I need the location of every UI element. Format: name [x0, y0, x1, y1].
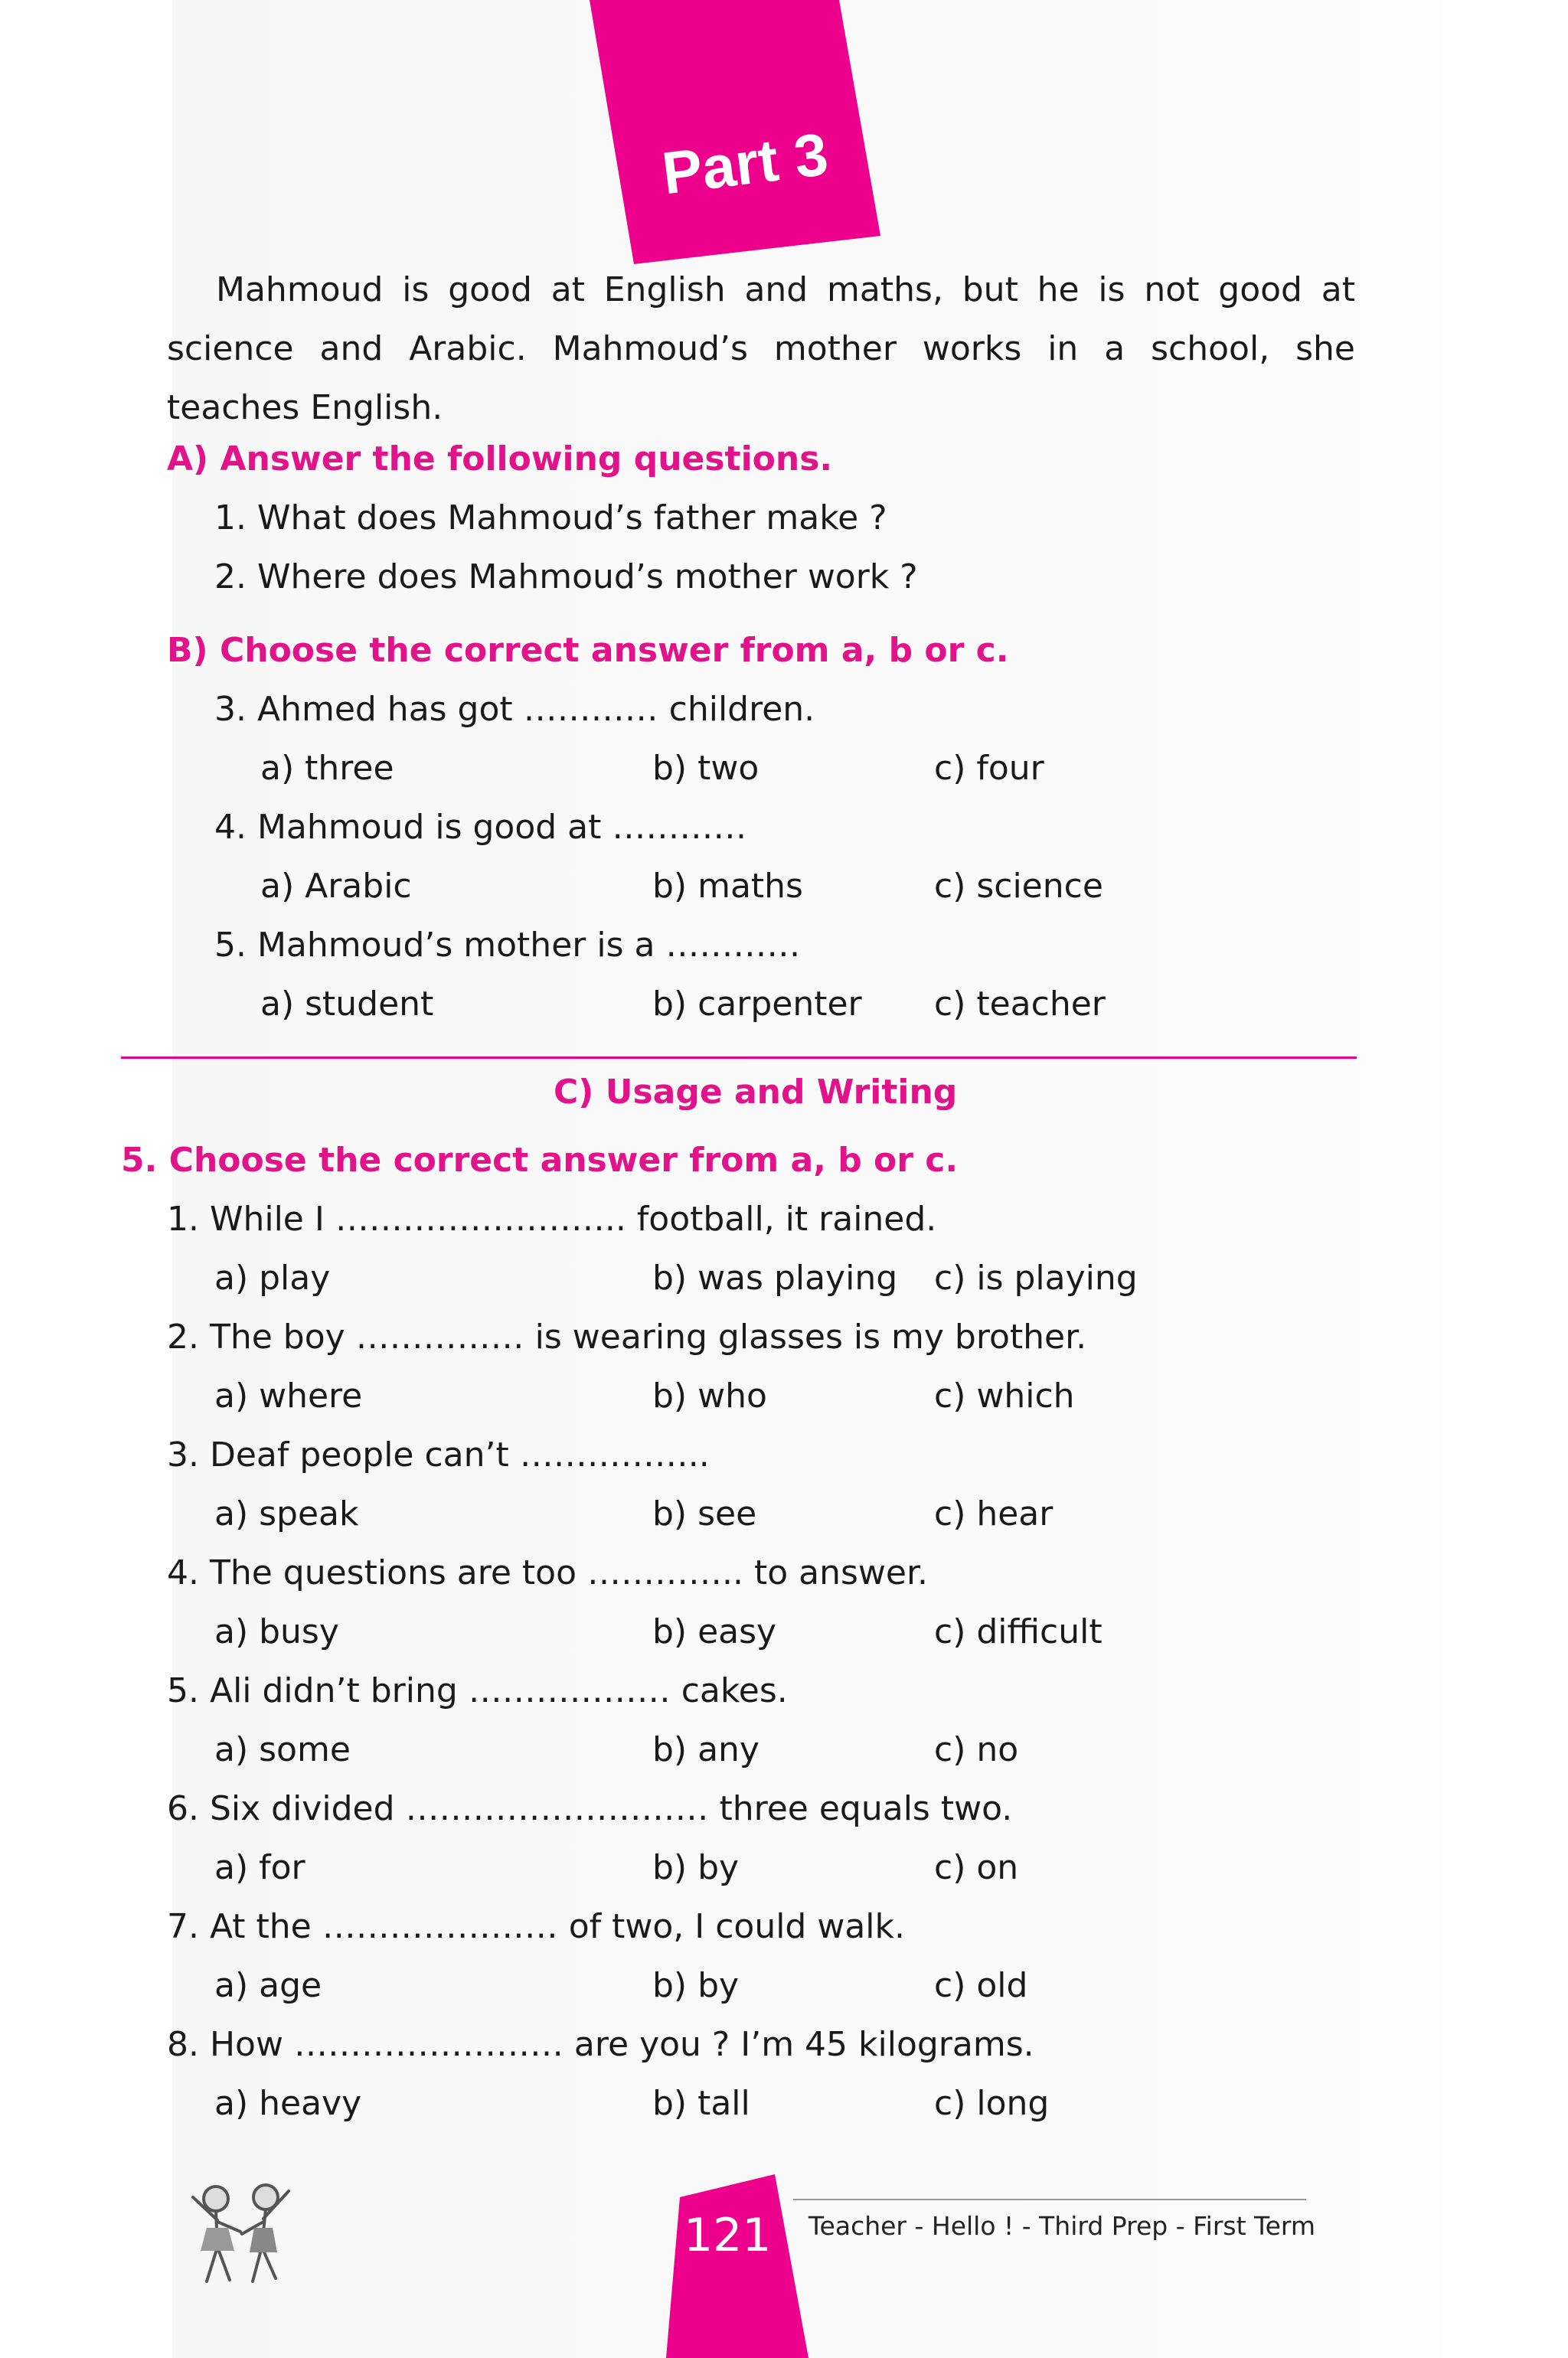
option-a: a) student	[260, 985, 434, 1024]
question-c6: 6. Six divided ……………………… three equals two.	[167, 1789, 1013, 1828]
question-a2: 2. Where does Mahmoud’s mother work ?	[214, 557, 918, 596]
question-b5: 5. Mahmoud’s mother is a …………	[214, 926, 801, 965]
question-c1: 1. While I …………………….. football, it rained.	[167, 1200, 937, 1239]
question-c2: 2. The boy …………… is wearing glasses is my brother.	[167, 1318, 1087, 1357]
option-a: a) play	[214, 1259, 331, 1298]
section-a-heading: A) Answer the following questions.	[167, 439, 833, 478]
option-b: b) carpenter	[652, 985, 862, 1024]
option-b: b) by	[652, 1848, 740, 1887]
option-b: b) maths	[652, 867, 803, 906]
option-a: a) busy	[214, 1612, 339, 1651]
exercise-5-heading: 5. Choose the correct answer from a, b or c.	[121, 1141, 959, 1180]
question-c8: 8. How …………………… are you ? I’m 45 kilograms.	[167, 2025, 1034, 2064]
option-b: b) any	[652, 1730, 760, 1769]
question-c7: 7. At the ………………… of two, I could walk.	[167, 1907, 905, 1946]
option-a: a) speak	[214, 1494, 359, 1533]
option-c: c) hear	[934, 1494, 1054, 1533]
option-c: c) science	[934, 867, 1103, 906]
question-c5: 5. Ali didn’t bring ……………… cakes.	[167, 1671, 788, 1710]
option-b: b) two	[652, 749, 760, 788]
footer-rule	[793, 2199, 1306, 2200]
reading-passage	[167, 260, 1355, 437]
option-a: a) where	[214, 1377, 363, 1416]
option-c: c) is playing	[934, 1259, 1138, 1298]
option-b: b) easy	[652, 1612, 777, 1651]
option-a: a) heavy	[214, 2084, 362, 2123]
option-c: c) teacher	[934, 985, 1106, 1024]
option-a: a) age	[214, 1966, 322, 2005]
option-b: b) see	[652, 1494, 757, 1533]
part-title: Part 3	[658, 119, 832, 207]
option-c: c) difficult	[934, 1612, 1102, 1651]
option-c: c) on	[934, 1848, 1019, 1887]
option-c: c) long	[934, 2084, 1050, 2123]
option-a: a) Arabic	[260, 867, 412, 906]
option-b: b) was playing	[652, 1259, 898, 1298]
option-b: b) who	[652, 1377, 767, 1416]
question-b4: 4. Mahmoud is good at …………	[214, 808, 747, 847]
option-c: c) no	[934, 1730, 1019, 1769]
dancing-children-icon	[170, 2174, 315, 2289]
section-c-title: C) Usage and Writing	[554, 1073, 958, 1112]
option-c: c) four	[934, 749, 1044, 788]
option-c: c) old	[934, 1966, 1028, 2005]
option-a: a) for	[214, 1848, 305, 1887]
question-a1: 1. What does Mahmoud’s father make ?	[214, 498, 887, 537]
option-b: b) tall	[652, 2084, 750, 2123]
question-c4: 4. The questions are too ………….. to answer.	[167, 1553, 928, 1592]
footer-title: Teacher - Hello ! - Third Prep - First Term	[808, 2211, 1316, 2241]
option-c: c) which	[934, 1377, 1075, 1416]
option-b: b) by	[652, 1966, 740, 2005]
section-b-heading: B) Choose the correct answer from a, b or c.	[167, 631, 1009, 670]
page-number: 121	[684, 2209, 772, 2262]
question-b3: 3. Ahmed has got ………… children.	[214, 690, 815, 729]
section-divider	[121, 1057, 1357, 1059]
passage-text: Mahmoud is good at English and maths, but he is not good at science and Arabic. Mahmoud’s mother works in a school, she teaches English.	[167, 270, 1355, 427]
question-c3: 3. Deaf people can’t ……………..	[167, 1435, 710, 1475]
option-a: a) three	[260, 749, 394, 788]
option-a: a) some	[214, 1730, 351, 1769]
